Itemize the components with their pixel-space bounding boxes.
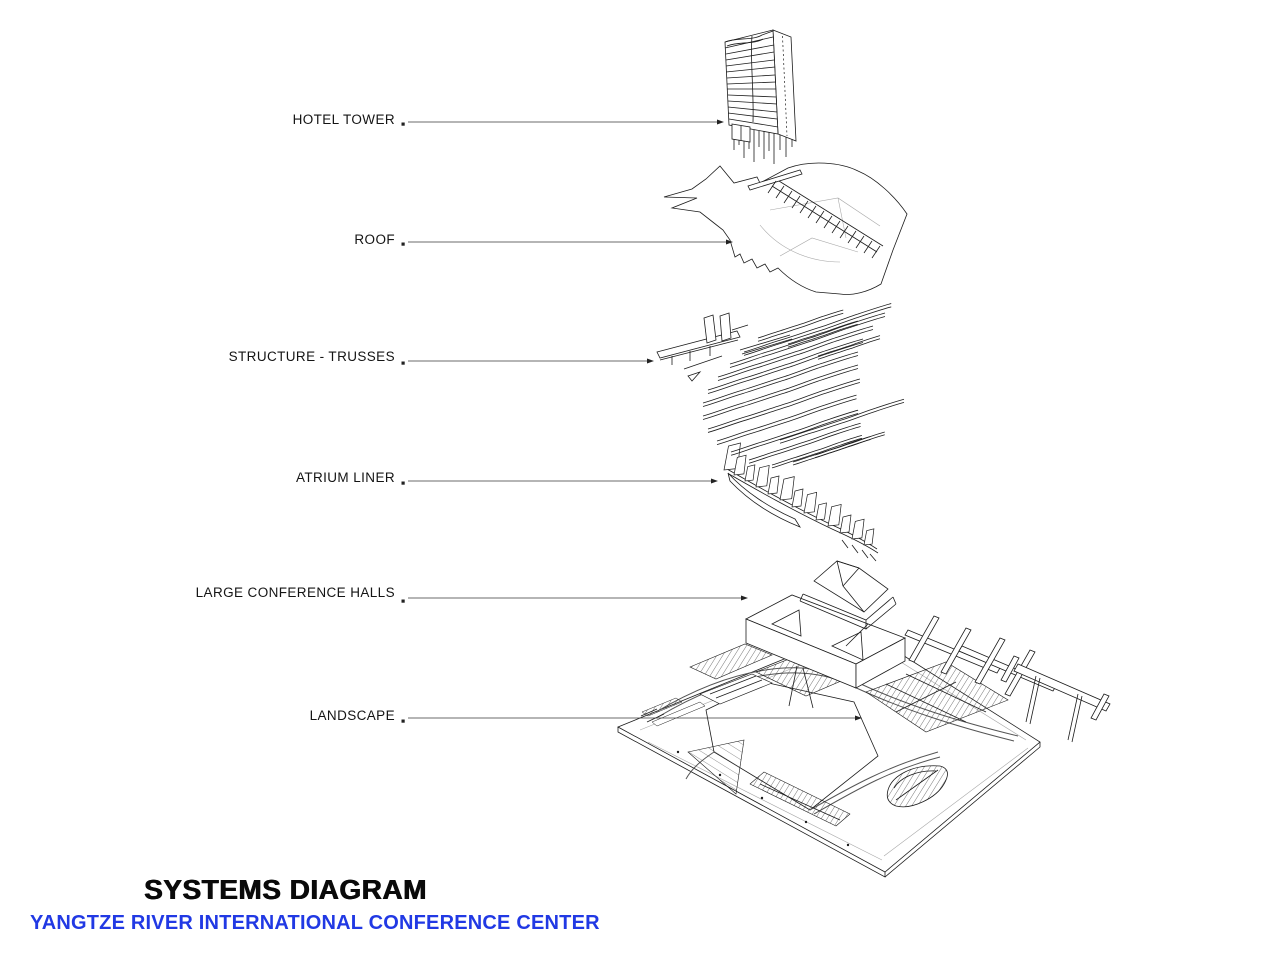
leader-arrow-icon <box>711 479 718 484</box>
label-structure-trusses: STRUCTURE - TRUSSES <box>228 349 395 364</box>
leader-arrow-icon <box>647 359 654 364</box>
leader-large-conference-halls <box>402 596 749 603</box>
label-roof: ROOF <box>354 232 395 247</box>
leader-dot-icon <box>402 362 405 365</box>
leader-dot-icon <box>402 720 405 723</box>
label-hotel-tower: HOTEL TOWER <box>292 112 395 127</box>
leader-dot-icon <box>402 123 405 126</box>
trusses-drawing <box>657 304 904 468</box>
hotel-tower-drawing <box>725 30 796 164</box>
leader-roof <box>402 240 734 246</box>
roof-drawing <box>664 163 907 295</box>
project-title: YANGTZE RIVER INTERNATIONAL CONFERENCE CENTER <box>30 912 600 934</box>
label-landscape: LANDSCAPE <box>309 708 395 723</box>
label-atrium-liner: ATRIUM LINER <box>295 470 395 485</box>
truss-strips <box>703 304 904 468</box>
atrium-liner-drawing <box>724 443 878 561</box>
leader-dot-icon <box>402 243 405 246</box>
leader-dot-icon <box>402 600 405 603</box>
diagram-title: SYSTEMS DIAGRAM <box>144 874 427 905</box>
leader-dot-icon <box>402 482 405 485</box>
leader-arrow-icon <box>717 120 724 125</box>
label-large-conference-halls: LARGE CONFERENCE HALLS <box>195 585 395 600</box>
leader-hotel-tower <box>402 120 725 126</box>
leader-structure-trusses <box>402 359 655 365</box>
leader-atrium-liner <box>402 479 719 485</box>
leader-arrow-icon <box>741 596 748 601</box>
